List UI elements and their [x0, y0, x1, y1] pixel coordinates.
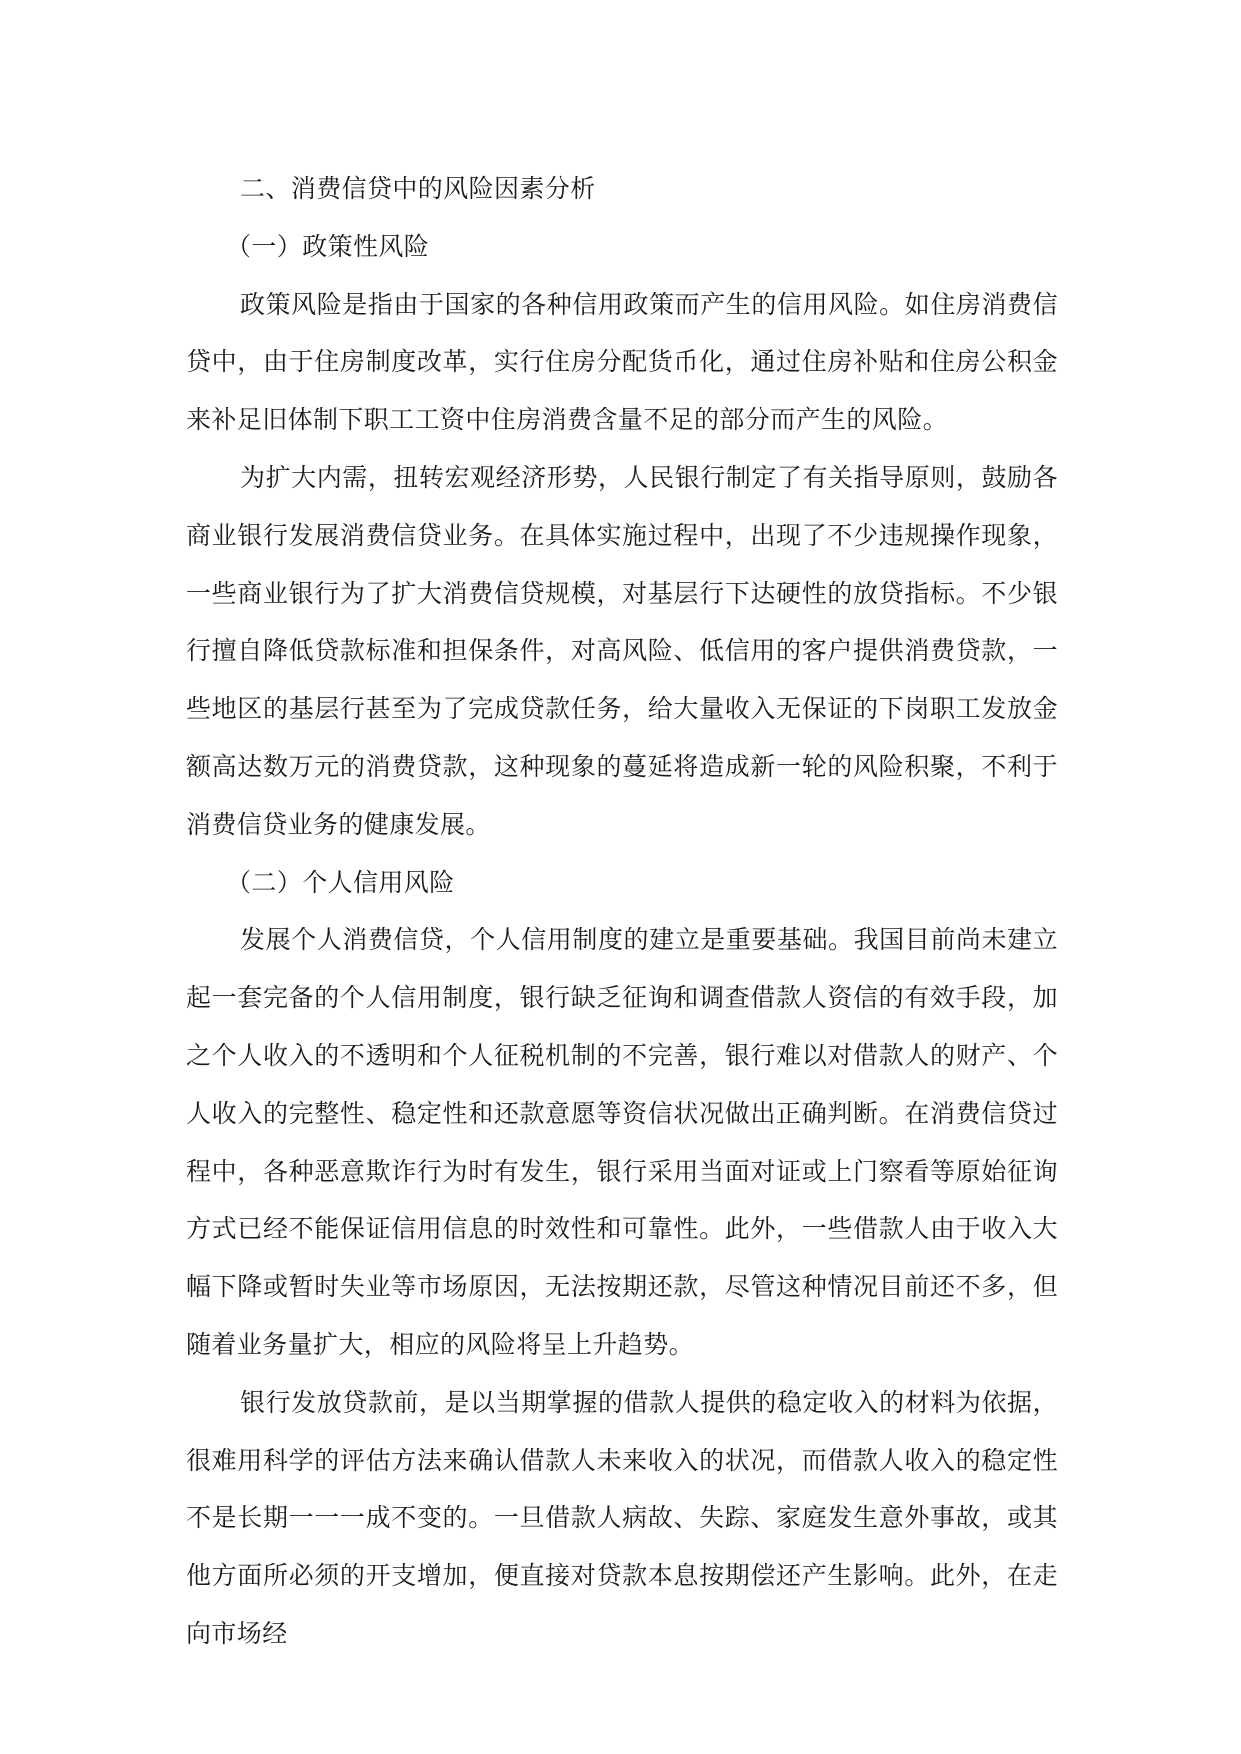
subsection-title-policy-risk: （一）政策性风险 [226, 231, 430, 261]
subsection-title-personal-credit-risk: （二）个人信用风险 [226, 867, 455, 897]
document-body [186, 160, 1058, 1663]
section-heading: 二、消费信贷中的风险因素分析 [240, 174, 596, 203]
paragraph: 银行发放贷款前，是以当期掌握的借款人提供的稳定收入的材料为依据，很难用科学的评估方法来确认借款人未来收入的状况，而借款人收入的稳定性不是长期一一一成不变的。一旦借款人病故、失踪、家庭发生意外事故，或其他方面所必须的开支增加，便直接对贷款本息按期偿还产生影响。此外，在走向市场经 [186, 1387, 1058, 1648]
paragraph: 发展个人消费信贷，个人信用制度的建立是重要基础。我国目前尚未建立起一套完备的个人信用制度，银行缺乏征询和调查借款人资信的有效手段，加之个人收入的不透明和个人征税机制的不完善，银行难以对借款人的财产、个人收入的完整性、稳定性和还款意愿等资信状况做出正确判断。在消费信贷过程中，各种恶意欺诈行为时有发生，银行采用当面对证或上门察看等原始征询方式已经不能保证信用信息的时效性和可靠性。此外，一些借款人由于收入大幅下降或暂时失业等市场原因，无法按期还款，尽管这种情况目前还不多，但随着业务量扩大，相应的风险将呈上升趋势。 [186, 925, 1058, 1359]
paragraph: 为扩大内需，扭转宏观经济形势，人民银行制定了有关指导原则，鼓励各商业银行发展消费信贷业务。在具体实施过程中，出现了不少违规操作现象，一些商业银行为了扩大消费信贷规模，对基层行下达硬性的放贷指标。不少银行擅自降低贷款标准和担保条件，对高风险、低信用的客户提供消费贷款，一些地区的基层行甚至为了完成贷款任务，给大量收入无保证的下岗职工发放金额高达数万元的消费贷款，这种现象的蔓延将造成新一轮的风险积聚，不利于消费信贷业务的健康发展。 [186, 462, 1058, 839]
paragraph: 政策风险是指由于国家的各种信用政策而产生的信用风险。如住房消费信贷中，由于住房制度改革，实行住房分配货币化，通过住房补贴和住房公积金来补足旧体制下职工工资中住房消费含量不足的部分而产生的风险。 [186, 289, 1058, 435]
